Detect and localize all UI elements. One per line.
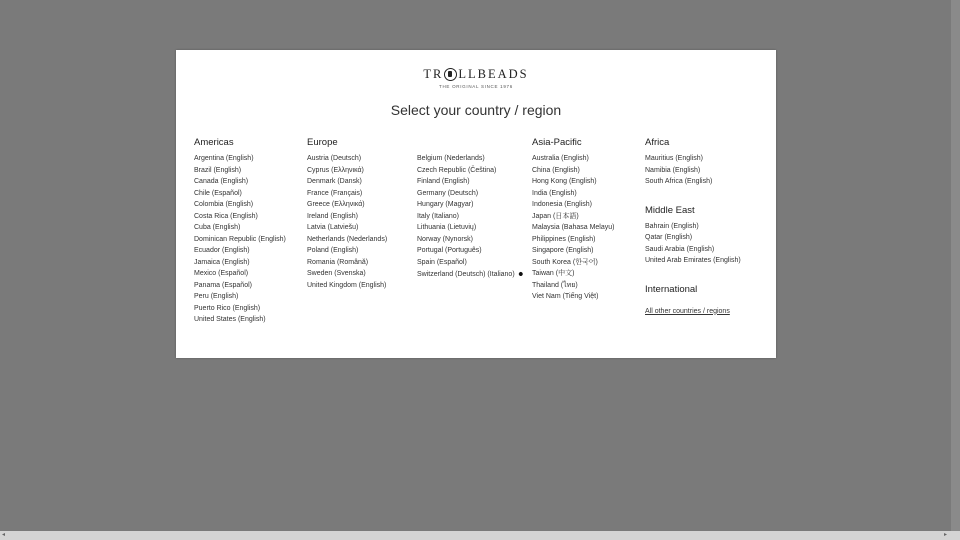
country-link[interactable]: Colombia (English) bbox=[194, 201, 254, 208]
region-asia-pacific bbox=[532, 136, 614, 303]
country-link[interactable]: Argentina (English) bbox=[194, 155, 254, 162]
page-title: Select your country / region bbox=[390, 102, 562, 118]
country-link[interactable]: Lithuania (Lietuvių) bbox=[417, 224, 477, 231]
country-link[interactable]: Czech Republic (Čeština) bbox=[417, 166, 497, 174]
country-link[interactable]: Spain (Español) bbox=[417, 258, 467, 266]
country-link[interactable]: Malaysia (Bahasa Melayu) bbox=[532, 224, 615, 231]
region-americas bbox=[194, 136, 286, 326]
country-link[interactable]: Cyprus (Ελληνικά) bbox=[307, 166, 364, 174]
country-link[interactable]: Bahrain (English) bbox=[645, 222, 699, 230]
country-link[interactable]: Australia (English) bbox=[532, 155, 589, 162]
country-link[interactable]: Austria (Deutsch) bbox=[307, 155, 362, 162]
country-link[interactable]: Japan (日本語) bbox=[532, 212, 579, 220]
country-link[interactable]: Greece (Ελληνικά) bbox=[307, 201, 365, 208]
region-middle-east bbox=[645, 204, 741, 267]
country-link[interactable]: Mauritius (English) bbox=[645, 155, 703, 162]
country-link[interactable]: Puerto Rico (English) bbox=[194, 304, 261, 312]
country-link[interactable]: Peru (English) bbox=[194, 293, 239, 300]
country-link[interactable]: South Africa (English) bbox=[645, 178, 713, 185]
country-link[interactable]: Denmark (Dansk) bbox=[307, 178, 362, 185]
country-link[interactable]: Finland (English) bbox=[417, 178, 470, 185]
country-list bbox=[645, 221, 741, 267]
country-list bbox=[645, 153, 741, 188]
region-africa-middle-east bbox=[645, 136, 741, 318]
country-list bbox=[532, 153, 614, 303]
brand-wordmark: TR LLBEADS bbox=[423, 67, 529, 81]
country-link[interactable]: Sweden (Svenska) bbox=[307, 270, 366, 277]
country-selector-modal bbox=[176, 50, 776, 358]
country-link[interactable]: Qatar (English) bbox=[645, 234, 693, 241]
country-link[interactable]: Hungary (Magyar) bbox=[417, 201, 474, 208]
scroll-right-icon[interactable]: ▸ bbox=[944, 532, 948, 538]
country-link[interactable]: United Kingdom (English) bbox=[307, 281, 387, 289]
region-europe bbox=[307, 136, 387, 291]
country-link[interactable]: Belgium (Nederlands) bbox=[417, 155, 485, 162]
country-link[interactable]: Switzerland (Deutsch) (Italiano) ⬤ bbox=[417, 268, 523, 281]
country-link[interactable]: Portugal (Português) bbox=[417, 247, 482, 254]
country-link[interactable]: Chile (Español) bbox=[194, 189, 242, 197]
country-link[interactable]: United States (English) bbox=[194, 316, 266, 323]
region-europe-col2 bbox=[417, 153, 523, 281]
country-list bbox=[417, 153, 523, 281]
country-link[interactable]: Indonesia (English) bbox=[532, 201, 592, 208]
country-link[interactable]: Thailand (ไทย) bbox=[532, 281, 578, 289]
country-link[interactable]: Saudi Arabia (English) bbox=[645, 245, 715, 253]
brand-logo[interactable] bbox=[176, 65, 776, 89]
country-link[interactable]: Panama (Español) bbox=[194, 281, 252, 289]
country-link[interactable]: Jamaica (English) bbox=[194, 258, 250, 266]
country-link[interactable]: Philippines (English) bbox=[532, 235, 596, 243]
country-link[interactable]: Latvia (Latviešu) bbox=[307, 224, 359, 231]
country-link[interactable]: France (Français) bbox=[307, 189, 363, 197]
country-link[interactable]: Netherlands (Nederlands) bbox=[307, 235, 388, 243]
country-link[interactable]: Hong Kong (English) bbox=[532, 178, 597, 185]
country-link[interactable]: Mexico (Español) bbox=[194, 270, 249, 277]
country-link[interactable]: China (English) bbox=[532, 166, 580, 174]
country-link[interactable]: Dominican Republic (English) bbox=[194, 235, 286, 243]
country-link[interactable]: Norway (Nynorsk) bbox=[417, 235, 474, 243]
country-link[interactable]: Ecuador (English) bbox=[194, 247, 250, 254]
region-heading: Europe bbox=[307, 137, 338, 148]
region-heading: Asia-Pacific bbox=[532, 137, 582, 148]
country-link[interactable]: South Korea (한국어) bbox=[532, 258, 598, 266]
country-link[interactable]: Singapore (English) bbox=[532, 247, 594, 254]
country-link[interactable]: Viet Nam (Tiếng Việt) bbox=[532, 293, 599, 300]
country-link[interactable]: Italy (Italiano) bbox=[417, 212, 460, 220]
country-link[interactable]: India (English) bbox=[532, 189, 577, 197]
scroll-left-icon[interactable]: ◂ bbox=[2, 532, 6, 538]
country-link[interactable]: Poland (English) bbox=[307, 247, 359, 254]
country-link[interactable]: Taiwan (中文) bbox=[532, 270, 575, 277]
vertical-scrollbar[interactable] bbox=[951, 0, 960, 531]
country-link[interactable]: Namibia (English) bbox=[645, 166, 701, 174]
country-link[interactable]: Romania (Română) bbox=[307, 258, 369, 266]
country-list bbox=[194, 153, 286, 326]
all-other-countries-link[interactable]: All other countries / regions bbox=[645, 307, 730, 315]
country-link[interactable]: Germany (Deutsch) bbox=[417, 189, 479, 197]
country-link[interactable]: Cuba (English) bbox=[194, 224, 241, 231]
country-link[interactable]: Ireland (English) bbox=[307, 212, 358, 220]
country-link[interactable]: Canada (English) bbox=[194, 178, 249, 185]
region-international bbox=[645, 283, 741, 318]
region-heading: International bbox=[645, 283, 698, 295]
region-heading: Americas bbox=[194, 137, 234, 148]
region-heading: Middle East bbox=[645, 204, 695, 216]
country-link[interactable]: Brazil (English) bbox=[194, 166, 242, 174]
country-link[interactable]: United Arab Emirates (English) bbox=[645, 257, 741, 264]
emblem-icon bbox=[444, 68, 457, 81]
country-link[interactable]: Costa Rica (English) bbox=[194, 212, 258, 220]
country-list bbox=[307, 153, 387, 291]
brand-tagline: THE ORIGINAL SINCE 1976 bbox=[439, 84, 513, 89]
region-heading: Africa bbox=[645, 137, 670, 148]
horizontal-scrollbar[interactable] bbox=[0, 531, 960, 540]
